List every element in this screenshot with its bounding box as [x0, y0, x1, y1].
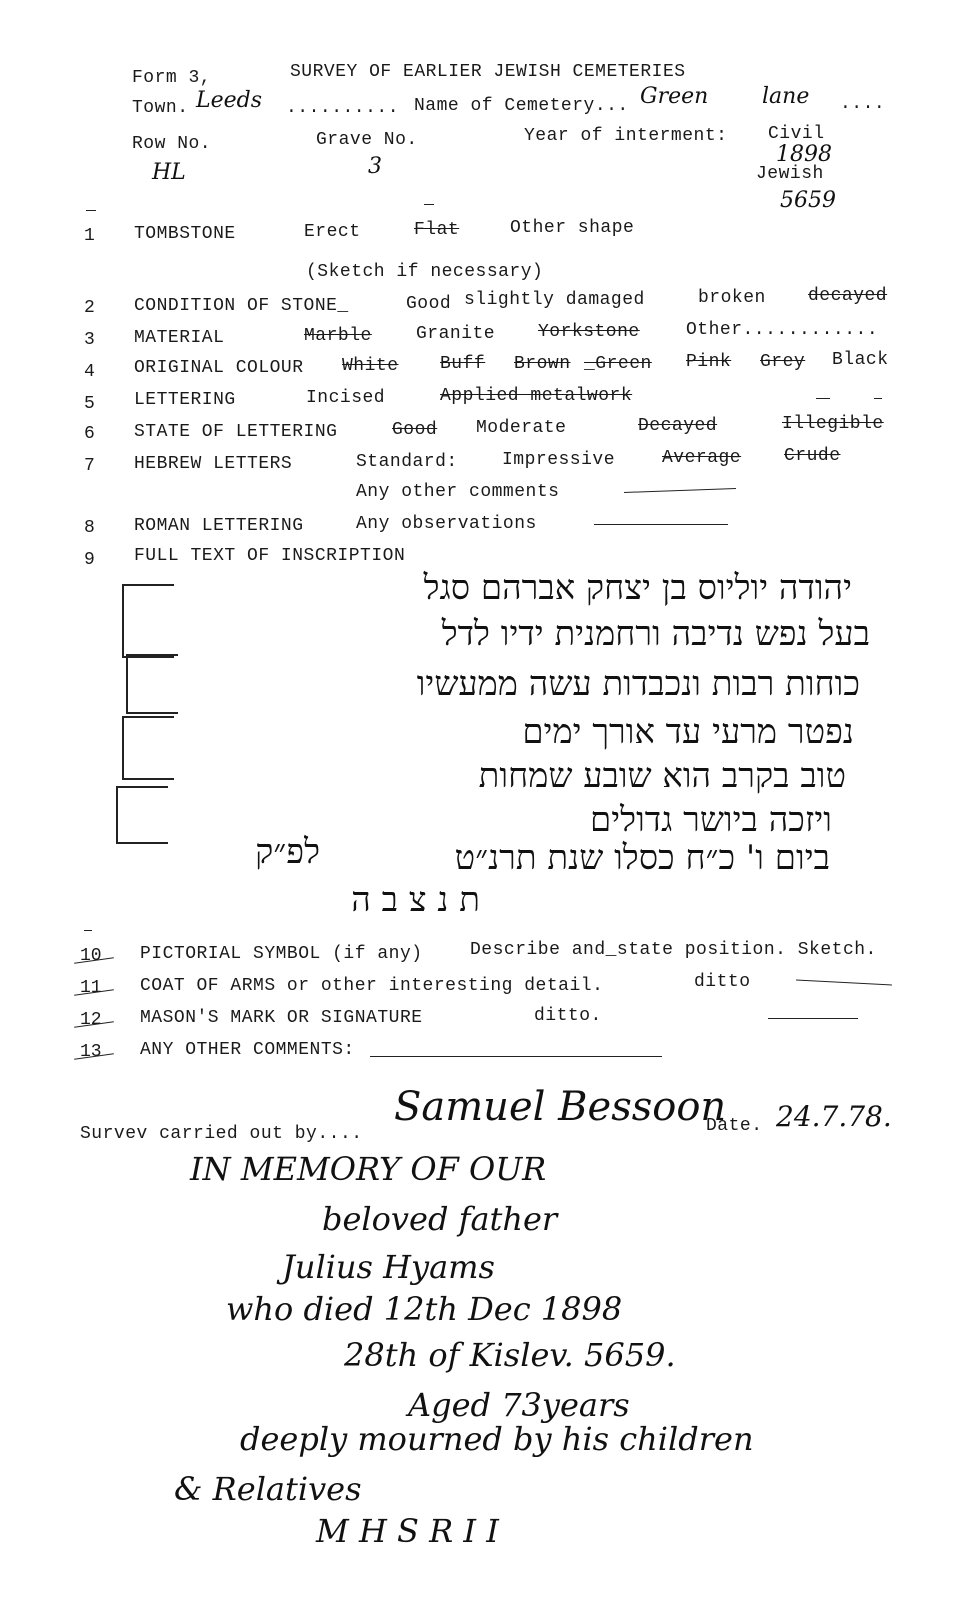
item-number: 13 — [80, 1042, 102, 1062]
date-label: Date. — [706, 1116, 763, 1136]
material-other: Other............ — [686, 320, 879, 340]
jewish-label: Jewish — [756, 164, 824, 184]
hebrew-comments: Any other comments — [356, 482, 560, 502]
hebrew-crude: Crude — [784, 446, 841, 466]
mason-label: MASON'S MARK OR SIGNATURE — [140, 1008, 423, 1028]
hebrew-line: ת נ צ ב ה — [351, 880, 480, 920]
hebrew-average: Average — [662, 448, 742, 468]
comment-line — [624, 488, 736, 493]
coat-label: COAT OF ARMS or other interesting detail. — [140, 976, 604, 996]
survey-label: Survev carried out by.... — [80, 1124, 363, 1144]
observation-line — [594, 524, 728, 525]
civil-label: Civil — [768, 124, 825, 144]
material-marble: Marble — [304, 326, 372, 346]
town-label: Town. — [132, 98, 189, 118]
form-title: SURVEY OF EARLIER JEWISH CEMETERIES — [290, 62, 686, 82]
comments-line — [370, 1056, 662, 1057]
comment-line — [768, 1018, 858, 1019]
lettering-incised: Incised — [306, 388, 386, 408]
tombstone-flat: Flat — [414, 220, 460, 240]
hebrew-letters-label: HEBREW LETTERS — [134, 454, 293, 474]
hebrew-line: נפטר מרעי עד אורך ימים — [522, 712, 854, 752]
material-granite: Granite — [416, 324, 496, 344]
row-label: Row No. — [132, 134, 212, 154]
colour-black: Black — [832, 350, 889, 370]
state-moderate: Moderate — [476, 418, 567, 438]
english-line: IN MEMORY OF OUR — [190, 1150, 547, 1188]
condition-slightly: slightly damaged — [464, 290, 645, 310]
hebrew-line: ויזכה ביושר גדולים — [590, 800, 832, 840]
item-number: 6 — [84, 424, 95, 444]
year-label: Year of interment: — [524, 126, 728, 146]
material-label: MATERIAL — [134, 328, 225, 348]
town-dots: .......... — [286, 98, 400, 118]
cemetery-value2: lane — [762, 84, 810, 109]
item-number: 9 — [84, 550, 95, 570]
roman-observations: Any observations — [356, 514, 537, 534]
condition-good: Good — [406, 294, 452, 314]
dash-mark — [84, 930, 92, 931]
tombstone-label: TOMBSTONE — [134, 224, 236, 244]
hebrew-line: לפ״ק — [255, 832, 320, 872]
form-number: Form 3, — [132, 68, 212, 88]
surveyor-signature: Samuel Bessoon — [394, 1084, 727, 1130]
cemetery-label: Name of Cemetery... — [414, 96, 629, 116]
colour-brown: Brown — [514, 354, 571, 374]
state-illegible: Illegible — [782, 414, 884, 434]
grave-label: Grave No. — [316, 130, 418, 150]
colour-green: _Green — [584, 354, 652, 374]
hebrew-line: כוחות רבות ונכבדות עשה ממעשיו — [416, 664, 860, 704]
cemetery-dots: .... — [840, 94, 886, 114]
item-number: 11 — [80, 978, 102, 998]
english-line: deeply mourned by his children — [240, 1420, 754, 1458]
cemetery-value: Green — [640, 84, 709, 109]
english-line: M H S R I I — [316, 1512, 499, 1550]
colour-label: ORIGINAL COLOUR — [134, 358, 304, 378]
colour-grey: Grey — [760, 352, 806, 372]
coat-comment: ditto — [694, 972, 751, 992]
roman-label: ROMAN LETTERING — [134, 516, 304, 536]
tombstone-note: (Sketch if necessary) — [306, 262, 544, 282]
dash-mark — [86, 210, 96, 211]
date-value: 24.7.78. — [776, 1100, 892, 1133]
english-line: & Relatives — [174, 1470, 362, 1508]
english-line: Julius Hyams — [282, 1248, 495, 1286]
english-line: Aged 73years — [408, 1386, 630, 1424]
colour-white: White — [342, 356, 399, 376]
inscription-bracket — [122, 584, 174, 658]
condition-decayed: decayed — [808, 286, 888, 306]
material-yorkstone: Yorkstone — [538, 322, 640, 342]
civil-value: 1898 — [776, 142, 832, 167]
english-line: beloved father — [322, 1200, 558, 1238]
item-number: 8 — [84, 518, 95, 538]
state-good: Good — [392, 420, 438, 440]
hebrew-impressive: Impressive — [502, 450, 616, 470]
item-number: 4 — [84, 362, 95, 382]
tombstone-erect: Erect — [304, 222, 361, 242]
hebrew-line: בעל נפש נדיבה ורחמנית ידיו לדל — [441, 614, 870, 654]
comment-line — [796, 979, 892, 985]
item-number: 12 — [80, 1010, 102, 1030]
english-line: who died 12th Dec 1898 — [226, 1290, 623, 1328]
condition-label: CONDITION OF STONE_ — [134, 296, 349, 316]
state-label: STATE OF LETTERING — [134, 422, 338, 442]
item-number: 10 — [80, 946, 102, 966]
hebrew-line: טוב בקרב הוא שובע שמחות — [478, 756, 846, 796]
dash-mark — [424, 204, 434, 205]
jewish-value: 5659 — [780, 188, 836, 213]
hebrew-standard: Standard: — [356, 452, 458, 472]
dash-mark — [816, 398, 830, 399]
state-decayed: Decayed — [638, 416, 718, 436]
colour-buff: Buff — [440, 354, 486, 374]
colour-pink: Pink — [686, 352, 732, 372]
condition-broken: broken — [698, 288, 766, 308]
english-line: 28th of Kislev. 5659. — [344, 1336, 676, 1374]
comments-label: ANY OTHER COMMENTS: — [140, 1040, 355, 1060]
tombstone-other: Other shape — [510, 218, 635, 238]
item-number: 7 — [84, 456, 95, 476]
mason-comment: ditto. — [534, 1006, 602, 1026]
inscription-bracket — [122, 716, 174, 780]
inscription-bracket — [126, 654, 178, 714]
item-number: 5 — [84, 394, 95, 414]
hebrew-line: יהודה יוליוס בן יצחק אברהם סגל — [423, 568, 852, 608]
pictorial-label: PICTORIAL SYMBOL (if any) — [140, 944, 423, 964]
hebrew-line: ביום ו' כ״ח כסלו שנת תרנ״ט — [454, 838, 830, 878]
pictorial-comment: Describe and_state position. Sketch. — [470, 940, 877, 960]
lettering-label: LETTERING — [134, 390, 236, 410]
item-number: 1 — [84, 226, 95, 246]
lettering-applied: Applied metalwork — [440, 386, 633, 406]
town-value: Leeds — [196, 88, 263, 113]
inscription-label: FULL TEXT OF INSCRIPTION — [134, 546, 406, 566]
inscription-bracket — [116, 786, 168, 844]
row-value: HL — [152, 160, 186, 185]
dash-mark — [874, 398, 882, 399]
item-number: 3 — [84, 330, 95, 350]
grave-value: 3 — [368, 154, 382, 179]
item-number: 2 — [84, 298, 95, 318]
